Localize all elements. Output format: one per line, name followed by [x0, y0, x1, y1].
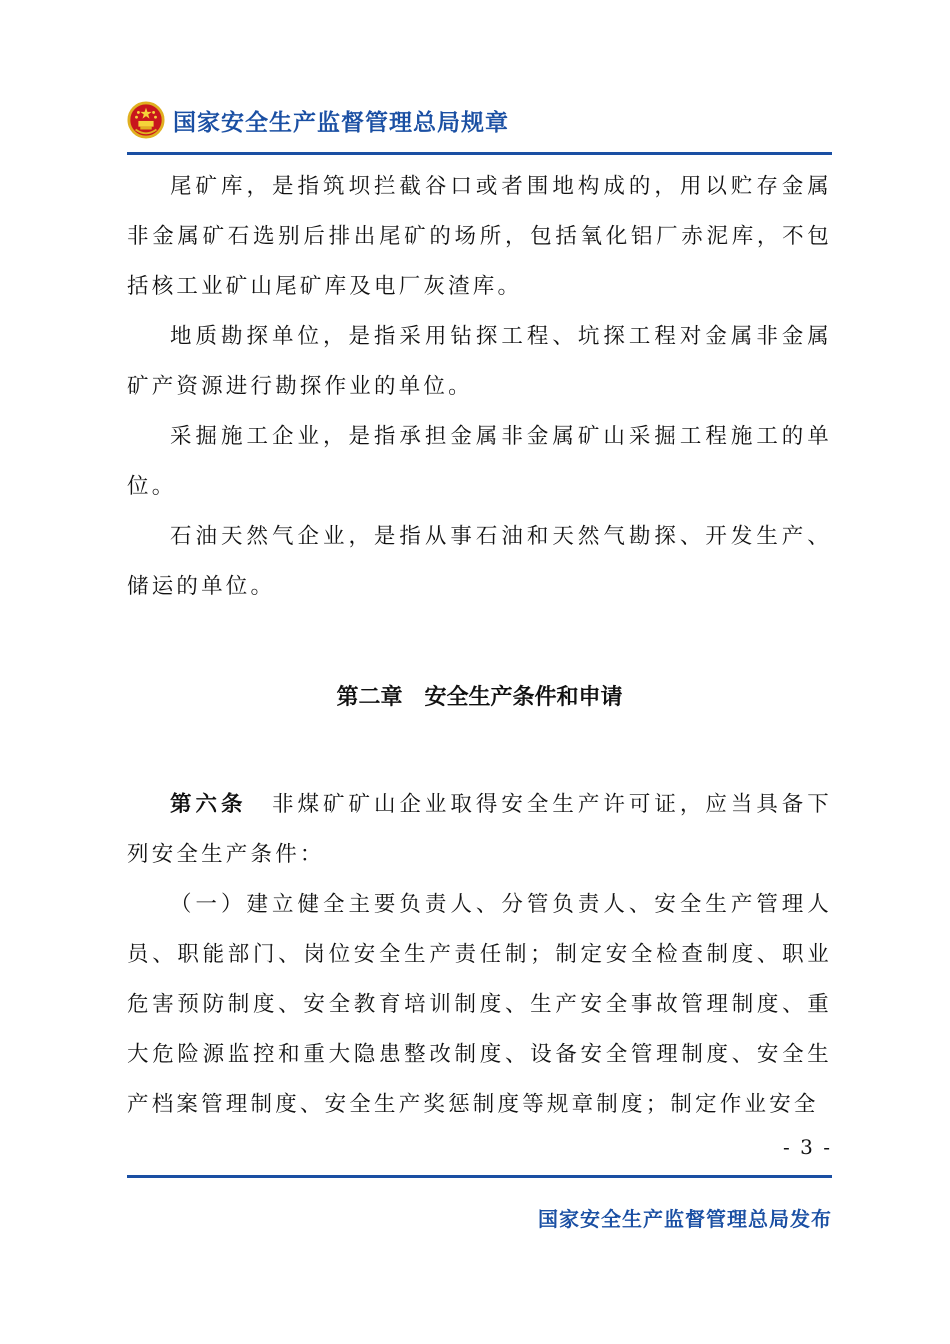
national-emblem-icon [127, 101, 165, 139]
definition-paragraph: 石油天然气企业，是指从事石油和天然气勘探、开发生产、储运的单位。 [127, 524, 832, 599]
page-number: - 3 - [783, 1135, 832, 1159]
article-paragraph [127, 780, 832, 880]
definition-paragraph: 采掘施工企业，是指承担金属非金属矿山采掘工程施工的单位。 [127, 424, 832, 499]
article-text: 非煤矿矿山企业取得安全生产许可证，应当具备下列安全生产条件： [127, 792, 833, 867]
definition-paragraph: 地质勘探单位，是指采用钻探工程、坑探工程对金属非金属矿产资源进行勘探作业的单位。 [127, 324, 832, 399]
header-title: 国家安全生产监督管理总局规章 [173, 110, 509, 136]
header-divider [127, 152, 832, 155]
page-header [127, 100, 832, 150]
footer-divider [127, 1175, 832, 1178]
chapter-heading: 第二章 安全生产条件和申请 [336, 685, 623, 710]
article-item: （一）建立健全主要负责人、分管负责人、安全生产管理人员、职能部门、岗位安全生产责任制；制定安全检查制度、职业危害预防制度、安全教育培训制度、生产安全事故管理制度、重大危险源监控和重大隐患整改制度、设备安全管理制度、安全生产档案管理制度、安全生产奖惩制度等规章制度；制定作业安全 [127, 892, 832, 1117]
footer-publisher: 国家安全生产监督管理总局发布 [538, 1207, 832, 1231]
article-section [127, 780, 832, 1130]
definitions-section [127, 162, 832, 612]
definition-paragraph: 尾矿库，是指筑坝拦截谷口或者围地构成的，用以贮存金属非金属矿石选别后排出尾矿的场所，包括氧化铝厂赤泥库，不包括核工业矿山尾矿库及电厂灰渣库。 [127, 174, 832, 299]
article-label: 第六条 [170, 792, 247, 817]
